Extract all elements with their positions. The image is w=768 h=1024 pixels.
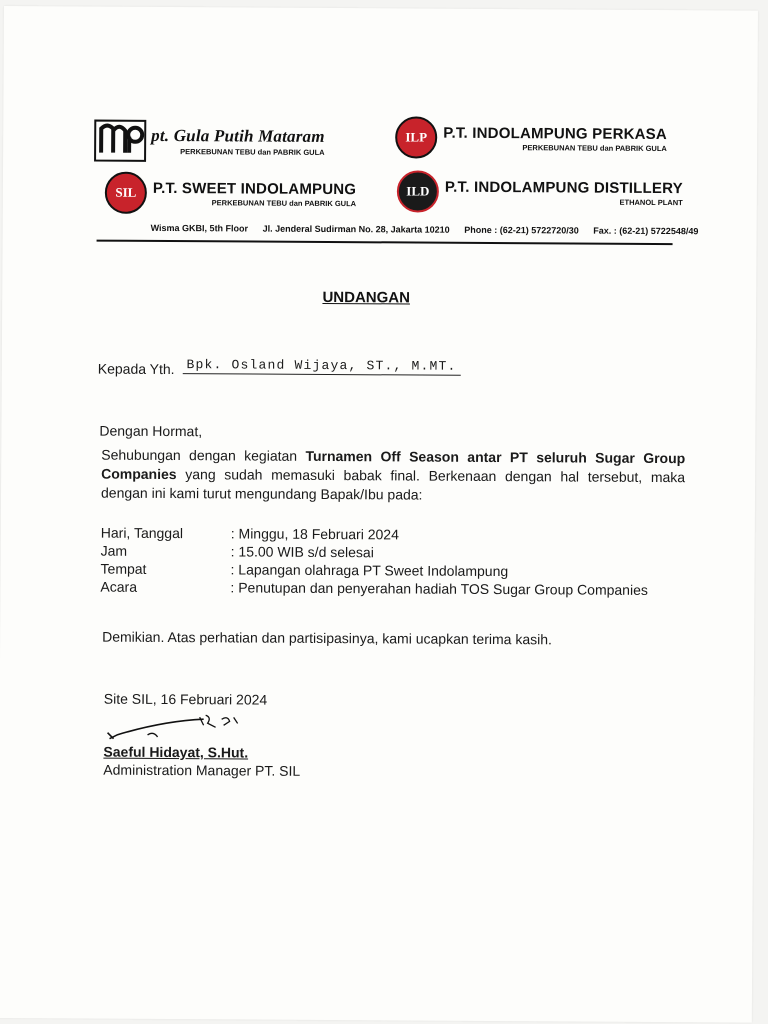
letter-title: UNDANGAN xyxy=(322,288,411,307)
signatory-name: Saeful Hidayat, S.Hut. xyxy=(103,743,249,761)
place-date: Site SIL, 16 Februari 2024 xyxy=(103,690,268,708)
company-gpm xyxy=(93,119,325,164)
detail-value: : Lapangan olahraga PT Sweet Indolampung xyxy=(230,561,509,580)
address-phone: Phone : (62-21) 5722720/30 xyxy=(464,224,579,236)
detail-label: Hari, Tanggal xyxy=(100,524,184,542)
detail-row-time xyxy=(101,543,374,561)
address-fax: Fax. : (62-21) 5722548/49 xyxy=(593,225,699,237)
company-ilp xyxy=(395,116,667,160)
recipient-line xyxy=(97,357,461,382)
detail-label: Acara xyxy=(100,578,138,595)
company-name: P.T. INDOLAMPUNG DISTILLERY xyxy=(444,178,683,197)
detail-label: Jam xyxy=(100,542,128,559)
company-name: P.T. INDOLAMPUNG PERKASA xyxy=(443,124,668,143)
company-sil xyxy=(105,172,357,216)
recipient-name: Bpk. Osland Wijaya, ST., M.MT. xyxy=(182,357,460,376)
letterhead-address xyxy=(151,223,711,236)
sil-logo-mark: SIL xyxy=(115,184,137,200)
company-subtitle: ETHANOL PLANT xyxy=(619,197,683,207)
ild-logo-icon xyxy=(397,170,439,212)
ild-logo-mark: ILD xyxy=(406,183,430,199)
intro-suffix: yang sudah memasuki babak final. Berkenaan dengan hal tersebut, maka dengan ini kami turut mengundang Bapak/Ibu pada: xyxy=(100,466,686,503)
detail-value: : 15.00 WIB s/d selesai xyxy=(230,543,374,561)
company-ild xyxy=(397,170,683,214)
detail-value: : Penutupan dan penyerahan hadiah TOS Sugar Group Companies xyxy=(230,579,648,598)
sil-logo-icon xyxy=(105,172,147,214)
detail-row-date xyxy=(101,525,399,543)
company-name: P.T. SWEET INDOLAMPUNG xyxy=(152,179,357,198)
gpm-logo-icon xyxy=(93,119,147,163)
company-subtitle: PERKEBUNAN TEBU dan PABRIK GULA xyxy=(211,197,357,208)
signatory-title: Administration Manager PT. SIL xyxy=(103,761,301,779)
letterhead-divider xyxy=(97,240,673,246)
address-street: Jl. Jenderal Sudirman No. 28, Jakarta 10210 xyxy=(262,223,450,235)
company-name: pt. Gula Putih Mataram xyxy=(151,125,325,146)
recipient-label: Kepada Yth. xyxy=(97,360,175,378)
detail-row-place xyxy=(101,561,509,579)
intro-prefix: Sehubungan dengan kegiatan xyxy=(101,446,306,464)
detail-label: Tempat xyxy=(100,560,147,577)
greeting: Dengan Hormat, xyxy=(99,422,203,440)
event-name: Turnamen Off Season antar PT seluruh Sugar Group Companies xyxy=(101,447,686,483)
company-subtitle: PERKEBUNAN TEBU dan PABRIK GULA xyxy=(180,147,325,157)
company-subtitle: PERKEBUNAN TEBU dan PABRIK GULA xyxy=(522,142,667,153)
detail-value: : Minggu, 18 Februari 2024 xyxy=(230,525,399,543)
letter-page xyxy=(0,6,758,1023)
address-building: Wisma GKBI, 5th Floor xyxy=(150,222,249,234)
detail-row-event xyxy=(100,579,648,598)
ilp-logo-mark: ILP xyxy=(405,129,428,145)
ilp-logo-icon xyxy=(395,116,437,158)
intro-paragraph xyxy=(101,446,685,507)
closing-sentence: Demikian. Atas perhatian dan partisipasinya, kami ucapkan terima kasih. xyxy=(102,628,552,648)
